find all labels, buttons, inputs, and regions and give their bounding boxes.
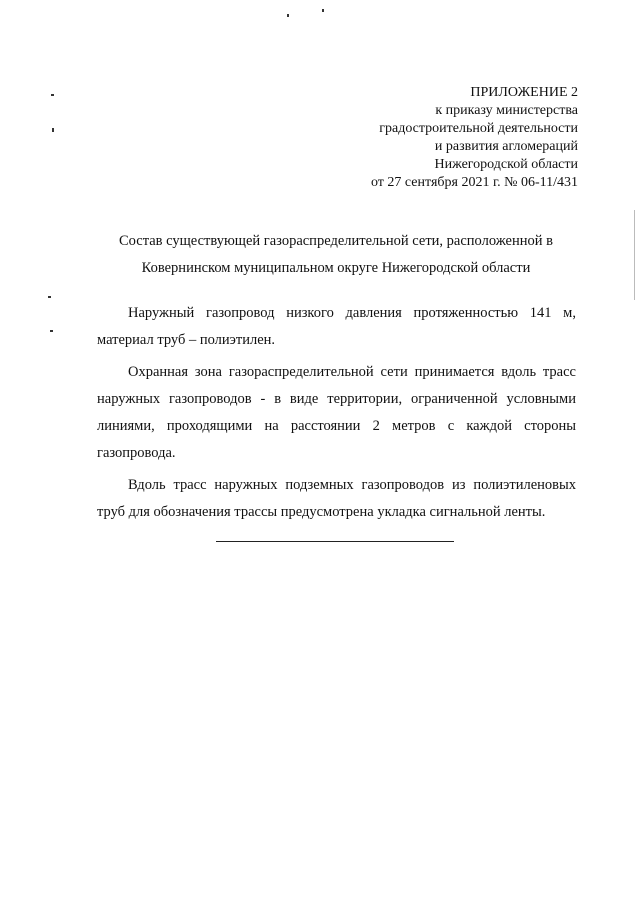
appendix-line-agglomerations: и развития агломераций xyxy=(434,139,578,154)
document-title-line-1: Состав существующей газораспределительной сети, расположенной в xyxy=(119,233,553,249)
paragraph-pipeline: Наружный газопровод низкого давления протяженностью 141 м, материал труб – полиэтилен. xyxy=(97,305,576,348)
document-title-line-2: Ковернинском муниципальном округе Нижегородской области xyxy=(141,260,531,276)
scan-mark xyxy=(287,14,289,17)
appendix-title: ПРИЛОЖЕНИЕ 2 xyxy=(470,85,578,100)
scan-mark xyxy=(634,210,635,300)
document-title xyxy=(96,228,576,282)
document-body xyxy=(97,300,576,531)
paragraph-protection-zone: Охранная зона газораспределительной сети принимается вдоль трасс наружных газопроводов - в виде территории, ограниченной условными линиями, проходящими на расстоянии 2 метров с каждой стороны газопровода. xyxy=(97,364,576,461)
scan-mark xyxy=(51,94,54,96)
appendix-header xyxy=(371,84,578,192)
closing-divider xyxy=(216,541,454,542)
scan-mark xyxy=(322,9,324,12)
appendix-line-date-number: от 27 сентября 2021 г. № 06-11/431 xyxy=(370,175,578,190)
appendix-line-order: к приказу министерства xyxy=(435,103,578,118)
scan-mark xyxy=(48,296,51,298)
scan-mark xyxy=(50,330,53,332)
appendix-line-region: Нижегородской области xyxy=(434,157,578,172)
appendix-line-ministry: градостроительной деятельности xyxy=(379,121,578,136)
scan-mark xyxy=(52,128,54,132)
paragraph-signal-tape: Вдоль трасс наружных подземных газопроводов из полиэтиленовых труб для обозначения трассы предусмотрена укладка сигнальной ленты. xyxy=(97,477,576,520)
